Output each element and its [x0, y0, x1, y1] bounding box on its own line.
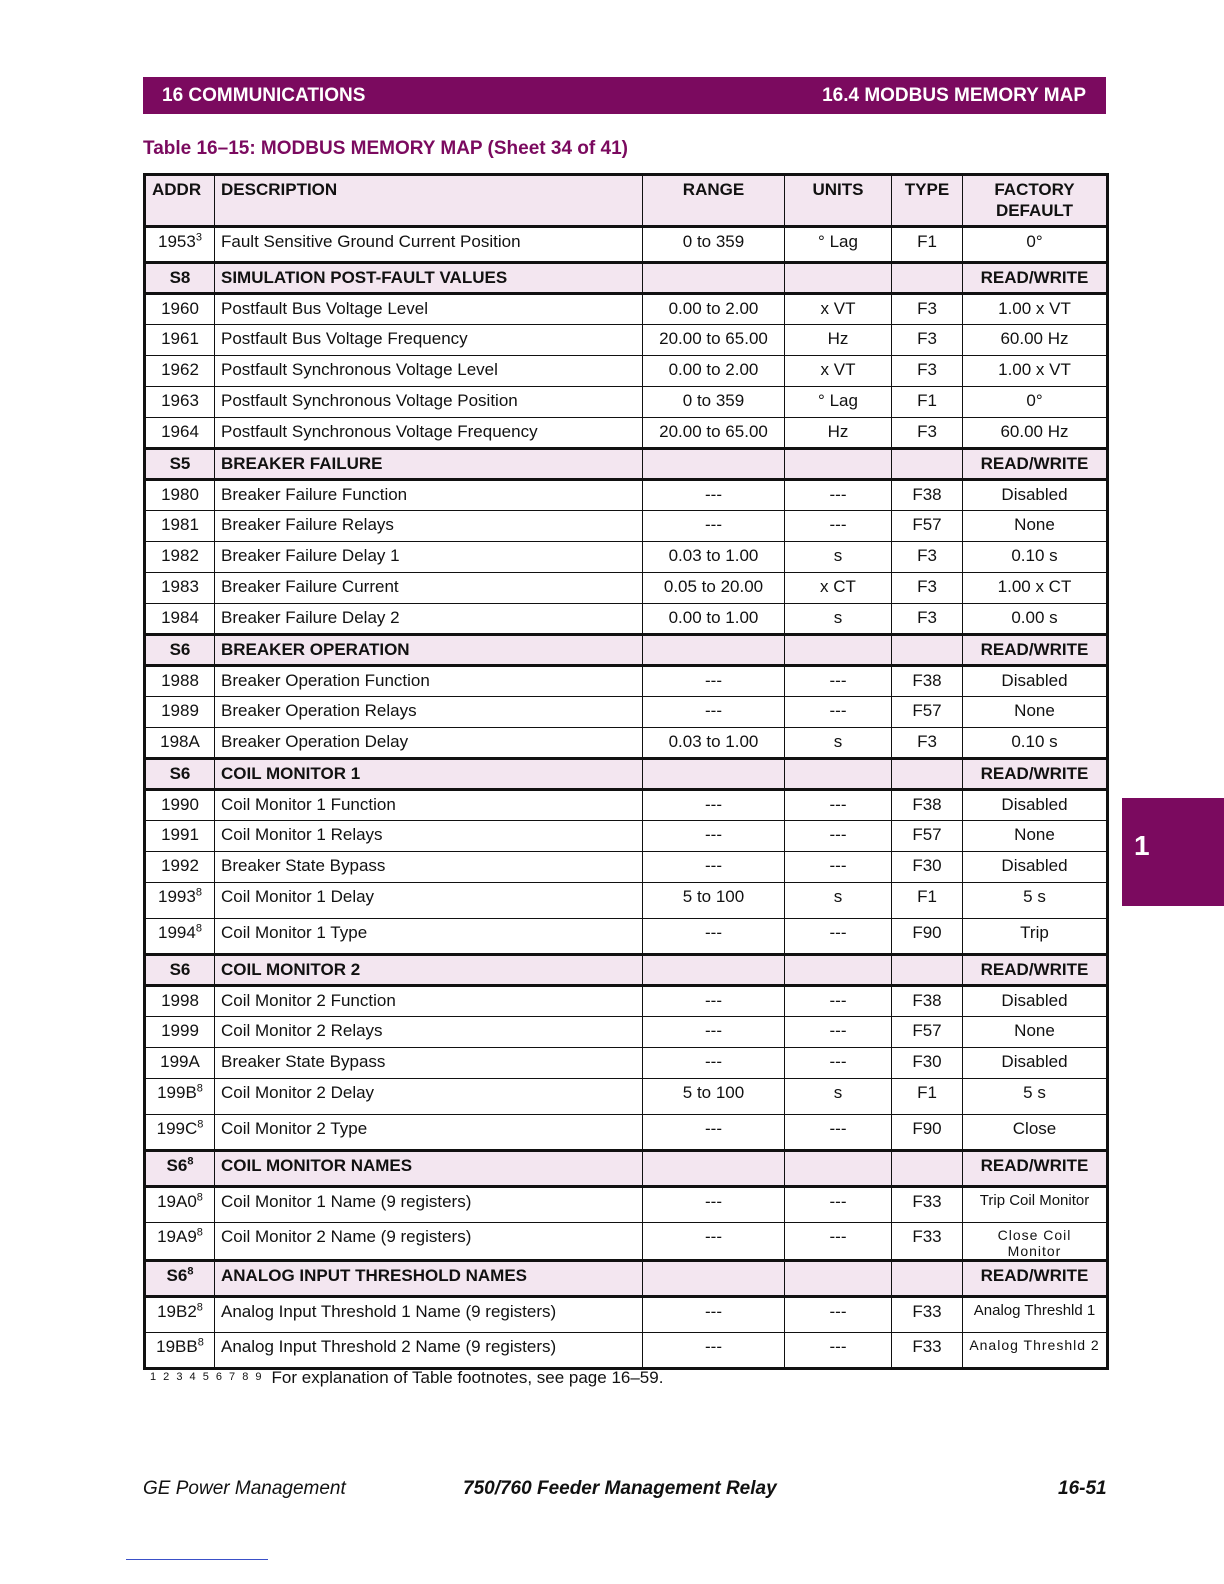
modbus-memory-map-table [143, 173, 1109, 1370]
cell-type: F3 [892, 542, 963, 573]
section-title: BREAKER OPERATION [215, 635, 643, 666]
cell-units: --- [785, 790, 892, 821]
cell-range: --- [643, 480, 785, 511]
cell-units: --- [785, 986, 892, 1017]
cell-range: --- [643, 697, 785, 728]
section-units-empty [785, 635, 892, 666]
table-row [145, 728, 1108, 759]
section-title: ANALOG INPUT THRESHOLD NAMES [215, 1261, 643, 1297]
cell-range: --- [643, 852, 785, 883]
cell-range: --- [643, 1017, 785, 1048]
section-setpoint-group: $S6^8$ [145, 1261, 215, 1297]
cell-type: F57 [892, 1017, 963, 1048]
cell-units: s [785, 604, 892, 635]
table-row [145, 1187, 1108, 1223]
footnote-ref: 8 [195, 922, 202, 935]
footnote-numbers: 1 2 3 4 5 6 7 8 9 [150, 1371, 264, 1383]
section-access: READ/WRITE [963, 1151, 1108, 1187]
table-row [145, 1333, 1108, 1369]
cell-units: --- [785, 1017, 892, 1048]
cell-factory-default: Disabled [963, 986, 1108, 1017]
cell-addr: $199C^8$ [145, 1115, 215, 1151]
section-range-empty [643, 449, 785, 480]
cell-description: Postfault Synchronous Voltage Level [215, 356, 643, 387]
cell-addr: 1991 [145, 821, 215, 852]
cell-type: F33 [892, 1297, 963, 1333]
section-setpoint-group: S6 [145, 635, 215, 666]
cell-type: F1 [892, 883, 963, 919]
cell-description: Coil Monitor 1 Delay [215, 883, 643, 919]
cell-factory-default: 5 s [963, 883, 1108, 919]
cell-range: 5 to 100 [643, 1079, 785, 1115]
cell-description: Coil Monitor 2 Name (9 registers) [215, 1223, 643, 1261]
section-access: READ/WRITE [963, 1261, 1108, 1297]
table-row [145, 883, 1108, 919]
footnote-ref: 8 [196, 1082, 203, 1095]
table-row [145, 542, 1108, 573]
cell-description: Breaker Failure Relays [215, 511, 643, 542]
table-body [145, 227, 1108, 1369]
cell-addr: 1983 [145, 573, 215, 604]
cell-type: F57 [892, 697, 963, 728]
cell-type: F3 [892, 573, 963, 604]
table-footnote [150, 1368, 663, 1388]
section-range-empty [643, 635, 785, 666]
footnote-ref: 8 [196, 1191, 203, 1204]
cell-factory-default: None [963, 511, 1108, 542]
cell-description: Breaker State Bypass [215, 1048, 643, 1079]
cell-addr: 1961 [145, 325, 215, 356]
cell-range: --- [643, 1297, 785, 1333]
cell-factory-default: 0.10 s [963, 728, 1108, 759]
table-row [145, 480, 1108, 511]
cell-units: --- [785, 666, 892, 697]
cell-range: 0.00 to 1.00 [643, 604, 785, 635]
cell-description: Breaker Failure Delay 2 [215, 604, 643, 635]
section-type-empty [892, 263, 963, 294]
cell-factory-default: None [963, 821, 1108, 852]
cell-description: Breaker Failure Function [215, 480, 643, 511]
col-header-range: RANGE [643, 175, 785, 227]
cell-range: --- [643, 1187, 785, 1223]
footnote-ref: 8 [197, 1336, 204, 1349]
cell-range: 0.05 to 20.00 [643, 573, 785, 604]
table-row [145, 666, 1108, 697]
section-range-empty [643, 1151, 785, 1187]
cell-addr: 1988 [145, 666, 215, 697]
cell-description: Breaker Operation Function [215, 666, 643, 697]
bottom-rule [126, 1559, 268, 1560]
cell-description: Postfault Synchronous Voltage Position [215, 387, 643, 418]
cell-addr: 1990 [145, 790, 215, 821]
table-row [145, 1017, 1108, 1048]
table-row [145, 1223, 1108, 1261]
table-row [145, 387, 1108, 418]
section-type-empty [892, 1261, 963, 1297]
cell-range: 0.03 to 1.00 [643, 542, 785, 573]
section-row [145, 759, 1108, 790]
cell-type: F1 [892, 1079, 963, 1115]
cell-range: 0 to 359 [643, 227, 785, 263]
cell-type: F33 [892, 1187, 963, 1223]
section-title: SIMULATION POST-FAULT VALUES [215, 263, 643, 294]
cell-units: x CT [785, 573, 892, 604]
cell-factory-default: None [963, 1017, 1108, 1048]
table-row [145, 790, 1108, 821]
table-row [145, 573, 1108, 604]
section-units-empty [785, 1151, 892, 1187]
cell-description: Postfault Bus Voltage Frequency [215, 325, 643, 356]
cell-type: F3 [892, 418, 963, 449]
cell-units: s [785, 883, 892, 919]
chapter-title: 16 COMMUNICATIONS [162, 85, 366, 106]
table-row [145, 1079, 1108, 1115]
cell-type: F30 [892, 852, 963, 883]
cell-type: F38 [892, 790, 963, 821]
cell-description: Breaker State Bypass [215, 852, 643, 883]
cell-type: F38 [892, 986, 963, 1017]
cell-range: --- [643, 511, 785, 542]
cell-range: 20.00 to 65.00 [643, 418, 785, 449]
table-row [145, 919, 1108, 955]
cell-description: Analog Input Threshold 1 Name (9 registers) [215, 1297, 643, 1333]
section-units-empty [785, 1261, 892, 1297]
cell-units: --- [785, 1297, 892, 1333]
section-units-empty [785, 449, 892, 480]
cell-units: --- [785, 697, 892, 728]
cell-description: Postfault Bus Voltage Level [215, 294, 643, 325]
footnote-ref: 8 [187, 1155, 194, 1168]
cell-range: --- [643, 1048, 785, 1079]
section-units-empty [785, 955, 892, 986]
section-range-empty [643, 955, 785, 986]
cell-addr: $19BB^8$ [145, 1333, 215, 1369]
footnote-text: For explanation of Table footnotes, see page 16–59. [271, 1368, 664, 1387]
cell-factory-default: 0° [963, 227, 1108, 263]
cell-factory-default: Disabled [963, 1048, 1108, 1079]
cell-range: --- [643, 790, 785, 821]
cell-addr: 1994$^8$ [145, 919, 215, 955]
table-row [145, 356, 1108, 387]
cell-range: 0.00 to 2.00 [643, 356, 785, 387]
section-title: COIL MONITOR 1 [215, 759, 643, 790]
cell-addr: 1962 [145, 356, 215, 387]
section-access: READ/WRITE [963, 635, 1108, 666]
cell-factory-default: 0.00 s [963, 604, 1108, 635]
section-setpoint-group: S6 [145, 759, 215, 790]
cell-type: F3 [892, 325, 963, 356]
cell-factory-default: Disabled [963, 480, 1108, 511]
section-row [145, 263, 1108, 294]
footer-page-number: 16-51 [1058, 1478, 1107, 1499]
cell-range: --- [643, 666, 785, 697]
col-header-description: DESCRIPTION [215, 175, 643, 227]
cell-units: Hz [785, 418, 892, 449]
col-header-factory-default: FACTORY DEFAULT [963, 175, 1108, 227]
section-access: READ/WRITE [963, 449, 1108, 480]
section-type-empty [892, 635, 963, 666]
cell-type: F33 [892, 1333, 963, 1369]
cell-range: --- [643, 986, 785, 1017]
cell-description: Coil Monitor 1 Type [215, 919, 643, 955]
cell-description: Breaker Operation Delay [215, 728, 643, 759]
cell-range: --- [643, 919, 785, 955]
section-access: READ/WRITE [963, 263, 1108, 294]
cell-addr: 1963 [145, 387, 215, 418]
cell-addr: 1999 [145, 1017, 215, 1048]
section-range-empty [643, 263, 785, 294]
section-title: 16.4 MODBUS MEMORY MAP [822, 85, 1086, 106]
cell-factory-default: 0.10 s [963, 542, 1108, 573]
table-row [145, 1048, 1108, 1079]
section-setpoint-group: S6 [145, 955, 215, 986]
table-row [145, 821, 1108, 852]
cell-range: --- [643, 821, 785, 852]
table-row [145, 227, 1108, 263]
cell-units: --- [785, 1187, 892, 1223]
cell-description: Coil Monitor 2 Type [215, 1115, 643, 1151]
section-row [145, 1261, 1108, 1297]
cell-factory-default: Trip Coil Monitor [963, 1187, 1108, 1223]
col-header-units: UNITS [785, 175, 892, 227]
cell-description: Coil Monitor 2 Delay [215, 1079, 643, 1115]
cell-description: Breaker Failure Delay 1 [215, 542, 643, 573]
section-title: COIL MONITOR 2 [215, 955, 643, 986]
cell-factory-default: 0° [963, 387, 1108, 418]
cell-description: Coil Monitor 2 Function [215, 986, 643, 1017]
cell-addr: $19B2^8$ [145, 1297, 215, 1333]
section-setpoint-group: $S6^8$ [145, 1151, 215, 1187]
section-title: COIL MONITOR NAMES [215, 1151, 643, 1187]
footnote-ref: 8 [196, 1226, 203, 1239]
section-setpoint-group: S5 [145, 449, 215, 480]
section-units-empty [785, 759, 892, 790]
cell-range: 20.00 to 65.00 [643, 325, 785, 356]
cell-factory-default: Disabled [963, 852, 1108, 883]
section-units-empty [785, 263, 892, 294]
cell-units: ° Lag [785, 387, 892, 418]
footer-company: GE Power Management [143, 1478, 346, 1499]
cell-factory-default: Close [963, 1115, 1108, 1151]
cell-units: --- [785, 511, 892, 542]
cell-units: s [785, 1079, 892, 1115]
cell-units: s [785, 542, 892, 573]
cell-addr: 1984 [145, 604, 215, 635]
cell-units: x VT [785, 356, 892, 387]
cell-addr: 1998 [145, 986, 215, 1017]
cell-addr: $19A0^8$ [145, 1187, 215, 1223]
cell-factory-default: Analog Threshld 1 [963, 1297, 1108, 1333]
cell-type: F57 [892, 511, 963, 542]
cell-type: F3 [892, 294, 963, 325]
cell-range: 0.00 to 2.00 [643, 294, 785, 325]
cell-units: --- [785, 852, 892, 883]
table-row [145, 852, 1108, 883]
cell-description: Coil Monitor 2 Relays [215, 1017, 643, 1048]
cell-factory-default: Trip [963, 919, 1108, 955]
section-type-empty [892, 449, 963, 480]
col-header-type: TYPE [892, 175, 963, 227]
cell-type: F1 [892, 227, 963, 263]
section-range-empty [643, 759, 785, 790]
cell-addr: 198A [145, 728, 215, 759]
cell-factory-default: Analog Threshld 2 [963, 1333, 1108, 1369]
table-row [145, 697, 1108, 728]
cell-description: Coil Monitor 1 Function [215, 790, 643, 821]
cell-factory-default: Disabled [963, 790, 1108, 821]
cell-factory-default: 1.00 x VT [963, 356, 1108, 387]
section-range-empty [643, 1261, 785, 1297]
cell-factory-default: 1.00 x VT [963, 294, 1108, 325]
cell-type: F38 [892, 480, 963, 511]
cell-type: F3 [892, 604, 963, 635]
cell-addr: 1993$^8$ [145, 883, 215, 919]
section-type-empty [892, 759, 963, 790]
cell-units: ° Lag [785, 227, 892, 263]
cell-units: --- [785, 1115, 892, 1151]
section-row [145, 449, 1108, 480]
cell-type: F90 [892, 1115, 963, 1151]
cell-addr: 1982 [145, 542, 215, 573]
footnote-ref: 8 [187, 1265, 194, 1278]
table-row [145, 418, 1108, 449]
cell-description: Breaker Operation Relays [215, 697, 643, 728]
cell-addr: 1964 [145, 418, 215, 449]
table-row [145, 511, 1108, 542]
cell-units: --- [785, 1223, 892, 1261]
cell-factory-default: 1.00 x CT [963, 573, 1108, 604]
table-row [145, 325, 1108, 356]
section-title: BREAKER FAILURE [215, 449, 643, 480]
cell-range: 0 to 359 [643, 387, 785, 418]
table-row [145, 1115, 1108, 1151]
section-access: READ/WRITE [963, 759, 1108, 790]
cell-factory-default: Disabled [963, 666, 1108, 697]
col-header-addr: ADDR [145, 175, 215, 227]
cell-units: --- [785, 1048, 892, 1079]
table-row [145, 294, 1108, 325]
footnote-ref: 8 [197, 1118, 204, 1131]
cell-range: 5 to 100 [643, 883, 785, 919]
section-type-empty [892, 1151, 963, 1187]
cell-addr: 1992 [145, 852, 215, 883]
chapter-side-tab: 1 [1122, 798, 1224, 906]
cell-description: Analog Input Threshold 2 Name (9 registers) [215, 1333, 643, 1369]
section-row [145, 635, 1108, 666]
section-row [145, 955, 1108, 986]
footer-product: 750/760 Feeder Management Relay [463, 1478, 777, 1499]
section-setpoint-group: S8 [145, 263, 215, 294]
cell-range: --- [643, 1333, 785, 1369]
section-row [145, 1151, 1108, 1187]
cell-range: 0.03 to 1.00 [643, 728, 785, 759]
cell-addr: 1981 [145, 511, 215, 542]
cell-range: --- [643, 1223, 785, 1261]
cell-addr: 199A [145, 1048, 215, 1079]
cell-factory-default: 60.00 Hz [963, 325, 1108, 356]
cell-description: Postfault Synchronous Voltage Frequency [215, 418, 643, 449]
cell-factory-default: Close Coil Monitor [963, 1223, 1108, 1261]
table-row [145, 986, 1108, 1017]
cell-units: --- [785, 919, 892, 955]
cell-type: F30 [892, 1048, 963, 1079]
table-caption: Table 16–15: MODBUS MEMORY MAP (Sheet 34 of 41) [143, 138, 628, 159]
table-row [145, 1297, 1108, 1333]
table-header-row [145, 175, 1108, 227]
cell-range: --- [643, 1115, 785, 1151]
cell-description: Fault Sensitive Ground Current Position [215, 227, 643, 263]
cell-units: --- [785, 821, 892, 852]
cell-units: x VT [785, 294, 892, 325]
section-type-empty [892, 955, 963, 986]
section-access: READ/WRITE [963, 955, 1108, 986]
cell-description: Breaker Failure Current [215, 573, 643, 604]
cell-addr: $199B^8$ [145, 1079, 215, 1115]
cell-units: s [785, 728, 892, 759]
cell-type: F90 [892, 919, 963, 955]
cell-factory-default: 5 s [963, 1079, 1108, 1115]
footnote-ref: 3 [195, 231, 202, 244]
cell-addr: 1953$^3$ [145, 227, 215, 263]
running-header [143, 77, 1106, 114]
cell-units: --- [785, 480, 892, 511]
cell-addr: 1989 [145, 697, 215, 728]
cell-type: F3 [892, 356, 963, 387]
cell-description: Coil Monitor 1 Relays [215, 821, 643, 852]
cell-factory-default: 60.00 Hz [963, 418, 1108, 449]
cell-addr: 1980 [145, 480, 215, 511]
cell-type: F1 [892, 387, 963, 418]
cell-units: Hz [785, 325, 892, 356]
cell-addr: $19A9^8$ [145, 1223, 215, 1261]
footnote-ref: 8 [195, 886, 202, 899]
cell-type: F33 [892, 1223, 963, 1261]
cell-description: Coil Monitor 1 Name (9 registers) [215, 1187, 643, 1223]
cell-type: F3 [892, 728, 963, 759]
cell-factory-default: None [963, 697, 1108, 728]
cell-units: --- [785, 1333, 892, 1369]
cell-type: F57 [892, 821, 963, 852]
table-row [145, 604, 1108, 635]
cell-addr: 1960 [145, 294, 215, 325]
cell-type: F38 [892, 666, 963, 697]
footnote-ref: 8 [196, 1301, 203, 1314]
